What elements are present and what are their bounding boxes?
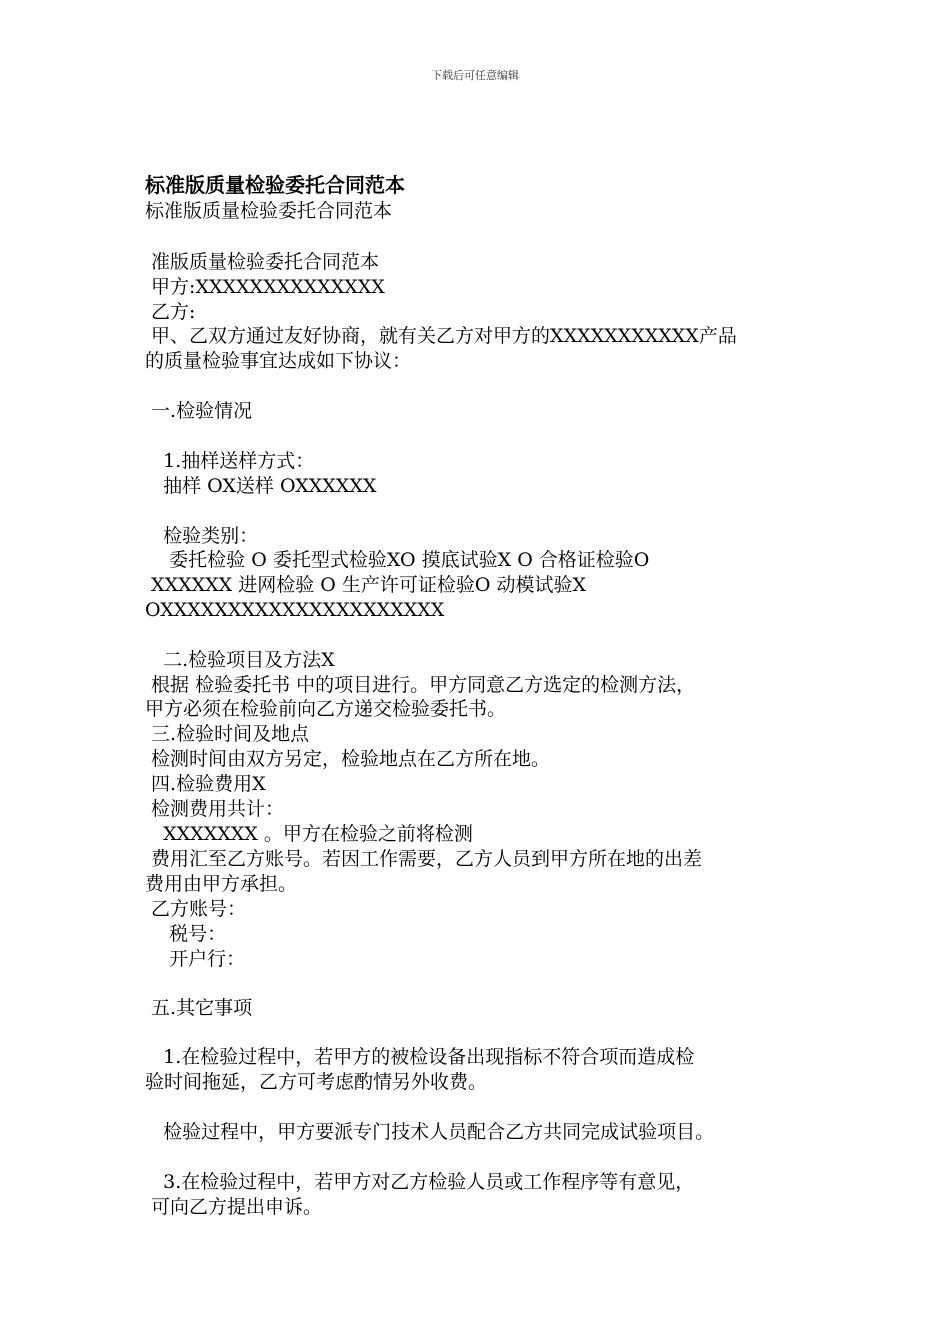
doc-line: 根据 检验委托书 中的项目进行。甲方同意乙方选定的检测方法， bbox=[145, 674, 696, 696]
section-heading: 一.检验情况 bbox=[145, 400, 253, 422]
doc-line: 的质量检验事宜达成如下协议： bbox=[145, 350, 412, 372]
party-b-line: 乙方: bbox=[145, 301, 196, 323]
doc-line: 甲、乙双方通过友好协商，就有关乙方对甲方的XXXXXXXXXXX产品 bbox=[145, 325, 737, 347]
doc-line: 乙方账号： bbox=[145, 898, 247, 920]
doc-line: OXXXXXXXXXXXXXXXXXXXXX bbox=[145, 599, 445, 621]
doc-line: 委托检验 O 委托型式检验XO 摸底试验X O 合格证检验O bbox=[145, 549, 650, 571]
section-heading: 二.检验项目及方法X bbox=[145, 649, 335, 671]
doc-line: 甲方必须在检验前向乙方递交检验委托书。 bbox=[145, 698, 507, 720]
doc-line: 检验过程中，甲方要派专门技术人员配合乙方共同完成试验项目。 bbox=[145, 1121, 715, 1143]
doc-line: 验时间拖延，乙方可考虑酌情另外收费。 bbox=[145, 1071, 488, 1093]
doc-line: 检测时间由双方另定，检验地点在乙方所在地。 bbox=[145, 748, 551, 770]
section-heading: 五.其它事项 bbox=[145, 997, 253, 1019]
document-title: 标准版质量检验委托合同范本 bbox=[145, 200, 393, 222]
doc-line: 抽样 OX送样 OXXXXXX bbox=[145, 475, 377, 497]
doc-line: 3.在检验过程中，若甲方对乙方检验人员或工作程序等有意见， bbox=[145, 1171, 695, 1193]
doc-line: 1.抽样送样方式： bbox=[145, 450, 315, 472]
party-a-line: 甲方:XXXXXXXXXXXXXX bbox=[145, 276, 385, 298]
doc-line: 检验类别： bbox=[145, 525, 259, 547]
doc-line: 费用汇至乙方账号。若因工作需要，乙方人员到甲方所在地的出差 bbox=[145, 848, 703, 870]
doc-line: XXXXXXX 。甲方在检验之前将检测 bbox=[145, 823, 473, 845]
section-heading: 三.检验时间及地点 bbox=[145, 723, 310, 745]
doc-line: 费用由甲方承担。 bbox=[145, 873, 298, 895]
doc-line: 检测费用共计： bbox=[145, 798, 285, 820]
doc-line: XXXXXX 进网检验 O 生产许可证检验O 动模试验X bbox=[145, 574, 587, 596]
doc-line: 开户行： bbox=[145, 948, 246, 970]
doc-line: 1.在检验过程中，若甲方的被检设备出现指标不符合项而造成检 bbox=[145, 1046, 695, 1068]
section-heading: 四.检验费用X bbox=[145, 773, 266, 795]
doc-line: 可向乙方提出申诉。 bbox=[145, 1196, 323, 1218]
page-header: 下载后可任意编辑 bbox=[431, 69, 519, 82]
doc-line: 准版质量检验委托合同范本 bbox=[145, 251, 380, 273]
document-title-bold: 标准版质量检验委托合同范本 bbox=[145, 173, 405, 197]
doc-line: 税号： bbox=[145, 923, 227, 945]
